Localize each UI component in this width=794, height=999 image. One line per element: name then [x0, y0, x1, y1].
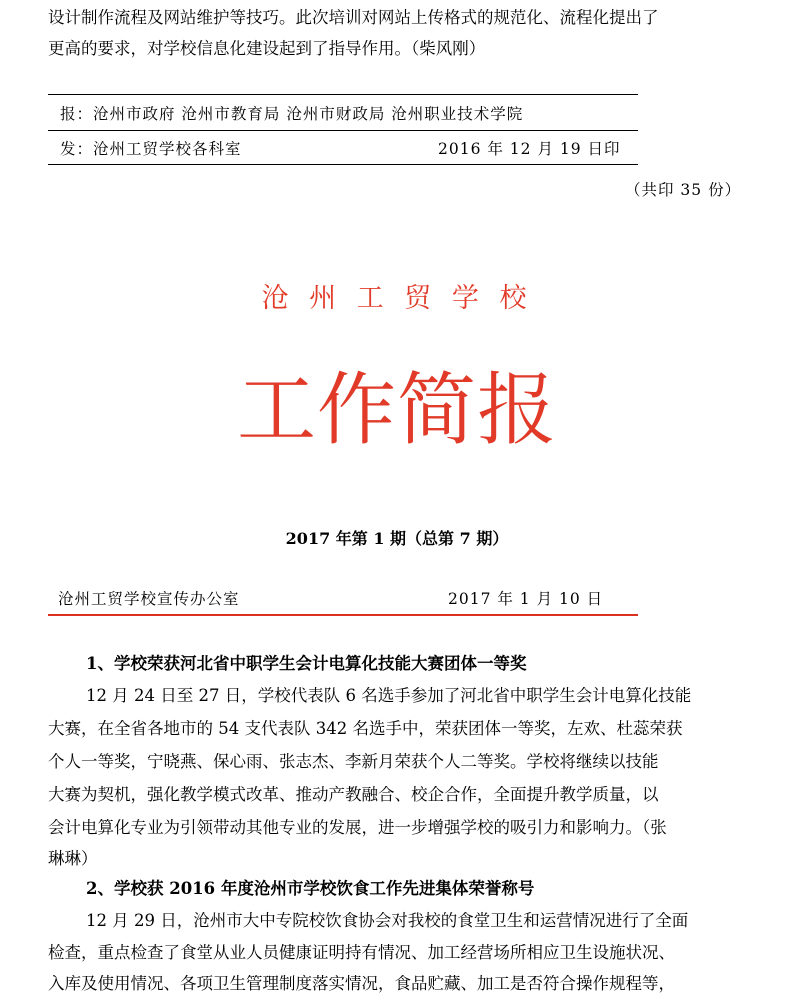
- article-1-line: 会计电算化专业为引领带动其他专业的发展，进一步增强学校的吸引力和影响力。（张: [48, 818, 667, 837]
- masthead-red-rule: [48, 614, 638, 616]
- issue-date: 2017 年 1 月 10 日: [448, 590, 604, 608]
- send-to-line: 发：沧州工贸学校各科室: [60, 140, 242, 158]
- article-1-line: 大赛为契机，强化教学模式改革、推动产教融合、校企合作，全面提升教学质量，以: [48, 785, 659, 804]
- distribution-bottom-rule: [48, 164, 638, 165]
- article-1-line: 12 月 24 日至 27 日，学校代表队 6 名选手参加了河北省中职学生会计电算化技能: [86, 686, 692, 705]
- prev-article-line-1: 设计制作流程及网站维护等技巧。此次培训对网站上传格式的规范化、流程化提出了: [48, 8, 659, 27]
- article-1-line: 琳琳）: [48, 849, 98, 868]
- publisher-office: 沧州工贸学校宣传办公室: [58, 590, 240, 608]
- distribution-top-rule: [48, 94, 638, 95]
- article-2-line: 入库及使用情况、各项卫生管理制度落实情况，食品贮藏、加工是否符合操作规程等，: [48, 974, 675, 993]
- article-1-line: 大赛，在全省各地市的 54 支代表队 342 名选手中，荣获团体一等奖，左欢、杜蕊荣获: [48, 719, 683, 738]
- report-to-line: 报：沧州市政府 沧州市教育局 沧州市财政局 沧州职业技术学院: [60, 105, 524, 123]
- article-1-line: 个人一等奖，宁晓燕、保心雨、张志杰、李新月荣获个人二等奖。学校将继续以技能: [48, 752, 659, 771]
- distribution-middle-rule: [48, 130, 638, 131]
- school-name: 沧 州 工 贸 学 校: [261, 283, 533, 314]
- article-2-line: 12 月 29 日，沧州市大中专院校饮食协会对我校的食堂卫生和运营情况进行了全面: [86, 911, 689, 930]
- article-1-heading: 1、学校荣获河北省中职学生会计电算化技能大赛团体一等奖: [86, 654, 527, 673]
- print-date: 2016 年 12 月 19 日印: [438, 140, 621, 158]
- issue-number: 2017 年第 1 期（总第 7 期）: [285, 529, 509, 548]
- article-2-line: 检查，重点检查了食堂从业人员健康证明持有情况、加工经营场所相应卫生设施状况、: [48, 943, 675, 962]
- article-2-heading: 2、学校获 2016 年度沧州市学校饮食工作先进集体荣誉称号: [86, 879, 535, 898]
- prev-article-line-2: 更高的要求，对学校信息化建设起到了指导作用。（柴风刚）: [48, 39, 486, 58]
- copies-count: （共印 35 份）: [625, 181, 742, 199]
- briefing-title: 工作简报: [237, 364, 557, 456]
